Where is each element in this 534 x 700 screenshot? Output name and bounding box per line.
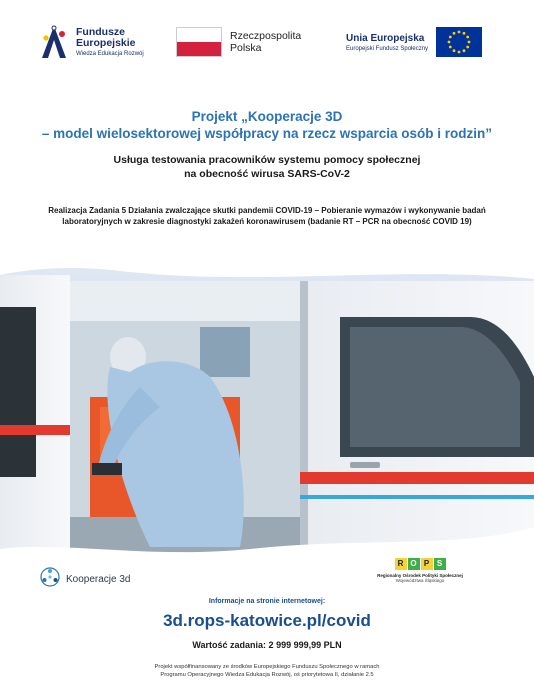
ue-logo-line2: Europejski Fundusz Społeczny [346,45,429,52]
subtitle-line1: Usługa testowania pracowników systemu pomocy społecznej [113,154,421,166]
rp-logo-line2: Polska [230,42,262,54]
project-title [0,108,534,142]
fundusze-europejskie-logo [40,18,144,66]
info-label: Informacje na stronie internetowej: [208,598,326,605]
project-title-line1: Projekt „Kooperacje 3D [191,109,343,124]
rops-letter-o: O [408,558,420,570]
polish-flag-icon [176,27,222,57]
website-url-link[interactable]: 3d.rops-katowice.pl/covid [163,611,371,630]
fe-logo-line3: Wiedza Edukacja Rozwój [76,51,144,57]
service-subtitle [0,153,534,181]
subtitle-line2: na obecność wirusa SARS-CoV-2 [184,168,350,180]
kooperacje-label: Kooperacje 3d [66,574,131,585]
eu-flag-icon [436,27,482,57]
fe-logo-line2: Europejskie [76,37,136,49]
rops-region: Województwa Śląskiego [395,578,445,583]
fe-star-icon [40,24,70,60]
kooperacje-network-icon [40,567,60,592]
fe-logo-line1: Fundusze [76,26,125,38]
footer-line1: Projekt współfinansowany ze środków Europejskiego Funduszu Społecznego w ramach [154,664,380,670]
rp-logo-line1: Rzeczpospolita [230,30,302,42]
kooperacje-3d-logo [40,567,131,592]
rops-logo [370,558,470,583]
project-title-line2: – model wielosektorowej współpracy na rzecz wsparcia osób i rodzin” [41,126,493,141]
rops-letter-r: R [395,558,407,570]
rzeczpospolita-polska-logo [176,18,301,66]
ue-logo-line1: Unia Europejska [346,32,425,44]
footer-line2: Programu Operacyjnego Wiedza Edukacja Rozwój, oś priorytetowa II, działanie 2.5 [160,672,374,678]
unia-europejska-logo [346,18,482,66]
footer-note [0,663,534,679]
rops-letter-p: P [421,558,433,570]
task-value: Wartość zadania: 2 999 999,99 PLN [192,640,342,650]
rops-letter-s: S [434,558,446,570]
task-description: Realizacja Zadania 5 Działania zwalczające skutki pandemii COVID-19 – Pobieranie wymazów i wykonywanie badań laboratoryjnych w zakresie diagnostyki zakażeń koronawirusem (badanie RT – PCR na obecność COVID 19) [48,206,486,226]
rops-name: Regionalny Ośrodek Polityki Społecznej [377,573,463,578]
ambulance-photo [0,257,534,557]
logo-bar [0,18,534,66]
